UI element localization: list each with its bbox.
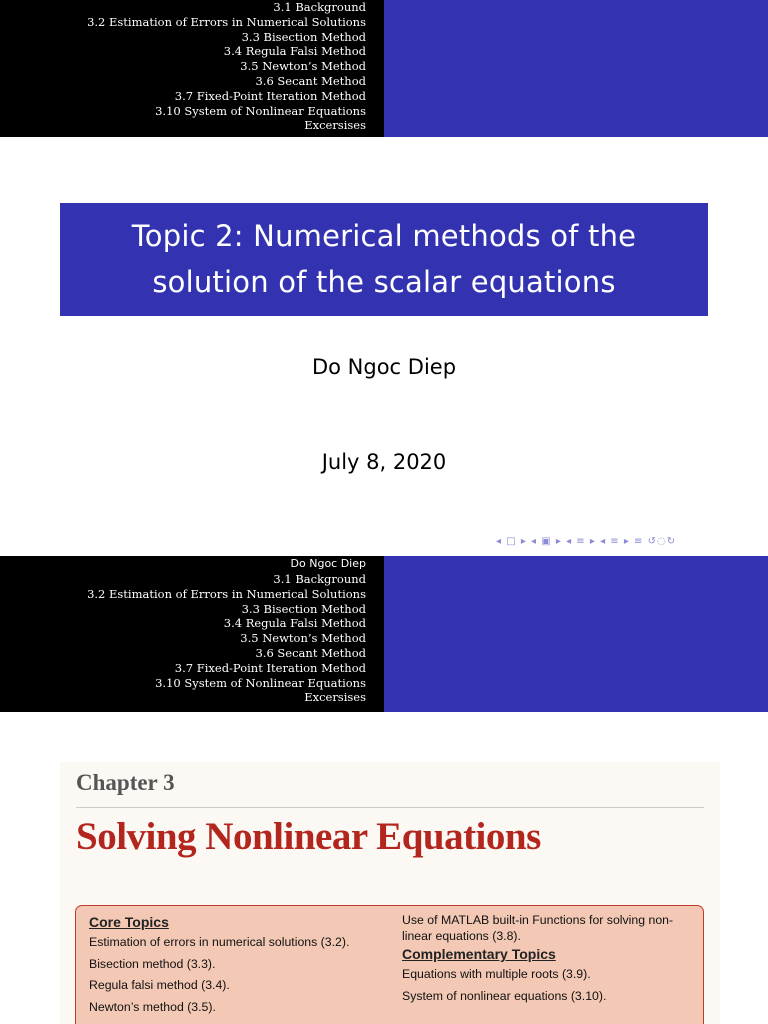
topic-item: Use of MATLAB built-in Functions for solving non- <box>402 913 674 927</box>
toc-item[interactable]: 3.3 Bisection Method <box>241 601 366 616</box>
beamer-nav-bar <box>496 536 764 550</box>
toc-item[interactable]: 3.10 System of Nonlinear Equations <box>155 675 366 690</box>
header-blue-panel <box>384 556 768 712</box>
toc-item[interactable]: 3.7 Fixed-Point Iteration Method <box>174 660 366 675</box>
topic-item: Estimation of errors in numerical solutions (3.2). <box>89 935 350 949</box>
slide2-header <box>0 556 768 712</box>
slide2-toc <box>0 556 384 712</box>
toc-item[interactable]: 3.5 Newton’s Method <box>240 59 366 74</box>
search-icon[interactable]: ↺◌↻ <box>647 536 677 547</box>
toc-item[interactable]: 3.1 Background <box>273 0 366 14</box>
toc-item[interactable]: 3.7 Fixed-Point Iteration Method <box>174 88 366 103</box>
topic-item: System of nonlinear equations (3.10). <box>402 988 607 1003</box>
toc-item[interactable]: 3.6 Secant Method <box>255 645 366 660</box>
topic-item: Regula falsi method (3.4). <box>89 978 230 992</box>
toc-item[interactable]: 3.4 Regula Falsi Method <box>223 616 366 631</box>
core-topics-heading: Core Topics <box>89 914 169 930</box>
divider <box>76 807 704 808</box>
toc-item[interactable]: 3.6 Secant Method <box>255 73 366 88</box>
toc-item[interactable]: Excersises <box>304 118 366 133</box>
subsection-icon[interactable]: ◂ ≡ ▸ <box>566 536 596 547</box>
slide1-toc <box>0 0 384 137</box>
title-line-2: solution of the scalar equations <box>152 265 616 299</box>
toc-item[interactable]: 3.1 Background <box>273 572 366 586</box>
toc-item[interactable]: 3.3 Bisection Method <box>241 29 366 44</box>
topic-item: linear equations (3.8). <box>402 929 521 943</box>
core-topics-column <box>89 912 399 1018</box>
title-line-1: Topic 2: Numerical methods of the <box>131 219 637 253</box>
toc-item[interactable]: 3.2 Estimation of Errors in Numerical Solutions <box>87 14 366 29</box>
author: Do Ngoc Diep <box>311 355 457 379</box>
section-icon[interactable]: ◂ ≡ ▸ <box>600 536 630 547</box>
toc-item[interactable]: 3.4 Regula Falsi Method <box>223 44 366 59</box>
complementary-topics-heading: Complementary Topics <box>402 946 556 962</box>
first-frame-icon[interactable]: ◂ □ ▸ <box>496 536 527 547</box>
topic-item: Newton’s method (3.5). <box>89 999 216 1014</box>
align-icon[interactable]: ≡ <box>634 536 648 547</box>
toc-item[interactable]: 3.2 Estimation of Errors in Numerical Solutions <box>87 586 366 601</box>
topics-box <box>75 905 704 1024</box>
header-author: Do Ngoc Diep <box>290 557 366 570</box>
chapter-label: Chapter 3 <box>76 770 175 795</box>
topic-item: Equations with multiple roots (3.9). <box>402 967 591 981</box>
chapter-title: Solving Nonlinear Equations <box>76 815 541 858</box>
date: July 8, 2020 <box>321 450 447 474</box>
frame-icon[interactable]: ◂ ▣ ▸ <box>531 536 562 547</box>
title-box <box>60 203 708 316</box>
complementary-topics-column <box>402 912 698 1007</box>
toc-item[interactable]: 3.5 Newton’s Method <box>240 631 366 646</box>
toc-item[interactable]: Excersises <box>304 690 366 705</box>
header-blue-panel <box>384 0 768 137</box>
textbook-page-image <box>60 762 720 1024</box>
topic-item: Bisection method (3.3). <box>89 956 216 971</box>
slide1-header <box>0 0 768 137</box>
toc-item[interactable]: 3.10 System of Nonlinear Equations <box>155 103 366 118</box>
